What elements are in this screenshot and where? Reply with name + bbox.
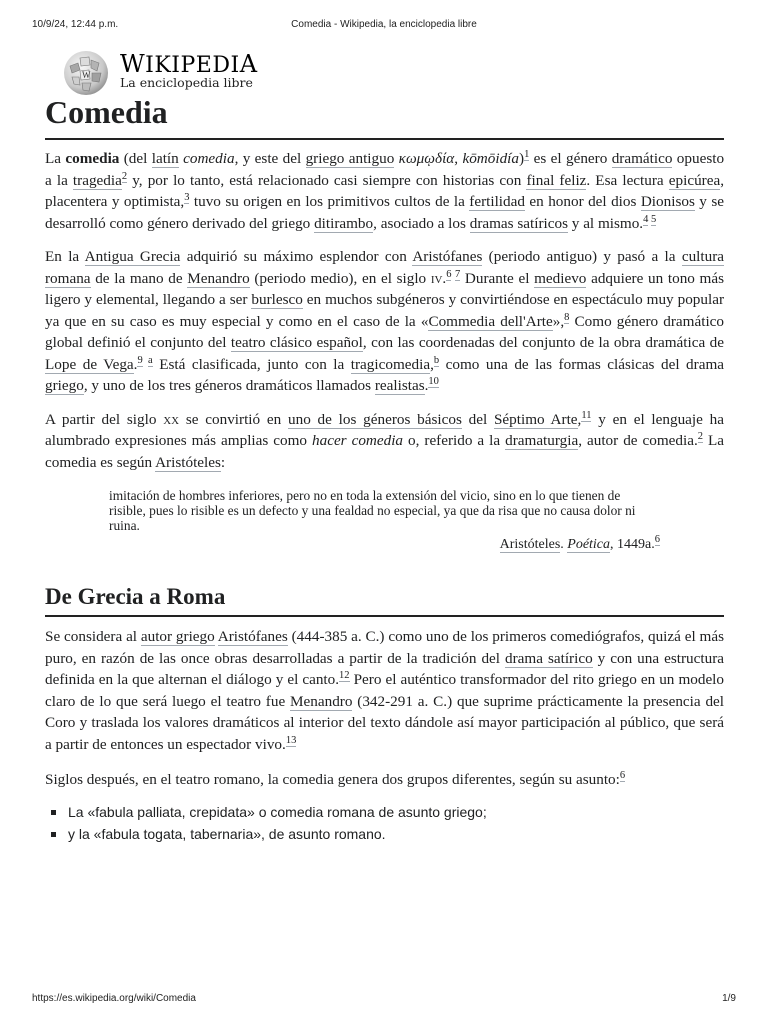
link-burlesco[interactable]: burlesco xyxy=(251,291,303,308)
print-page-number: 1/9 xyxy=(722,993,736,1004)
paragraph-roma: Siglos después, en el teatro romano, la comedia genera dos grupos diferentes, según su asunto:$^6$ xyxy=(45,770,626,788)
link-teatro-clasico[interactable]: teatro clásico español xyxy=(230,334,363,351)
ref-12[interactable]: 12 xyxy=(339,670,350,681)
link-latin[interactable]: latín xyxy=(151,150,179,167)
link-dramaturgia[interactable]: dramaturgia xyxy=(505,432,579,449)
ref-8[interactable]: 8 xyxy=(564,311,570,323)
ref-5[interactable]: 5 xyxy=(650,213,657,225)
fabula-list xyxy=(45,801,724,845)
ref-1[interactable]: 1 xyxy=(524,149,530,160)
link-aristofanes[interactable]: Aristófanes xyxy=(412,248,483,265)
print-footer xyxy=(32,993,736,1007)
ref-6[interactable]: 6 xyxy=(446,268,452,280)
link-griego-antiguo[interactable]: griego antiguo xyxy=(305,150,395,167)
link-commedia-dell-arte[interactable]: Commedia dell'Arte xyxy=(428,312,553,330)
link-griego[interactable]: griego xyxy=(45,377,84,394)
print-header xyxy=(32,19,736,33)
note-a[interactable]: a xyxy=(148,354,153,366)
link-antigua-grecia[interactable]: Antigua Grecia xyxy=(84,248,181,265)
svg-text:W: W xyxy=(82,70,91,80)
paragraph-modern: A partir del siglo xx se convirtió en uno de los géneros básicos del Séptimo Arte,$^{11}$ y en el lenguaje ha alumbrado expresiones más amplias como hacer comedia o, referido a la dramaturgia, autor de comedia.$^2$ La comedia es según Aristóteles: xyxy=(45,409,725,471)
print-date: 10/9/24, 12:44 p.m. xyxy=(32,19,119,30)
ref-6c[interactable]: 6 xyxy=(619,770,626,781)
link-medievo[interactable]: medievo xyxy=(534,269,587,287)
list-item: y la «fabula togata, tabernaria», de asunto romano. xyxy=(61,823,724,845)
link-aristofanes-2[interactable]: Aristófanes xyxy=(217,628,288,645)
ref-13[interactable]: 13 xyxy=(285,734,297,746)
ref-3[interactable]: 3 xyxy=(184,192,190,203)
link-realistas[interactable]: realistas xyxy=(374,377,425,394)
link-menandro-2[interactable]: Menandro xyxy=(290,692,353,710)
link-tragicomedia[interactable]: tragicomedia xyxy=(350,355,431,373)
bold-term: comedia xyxy=(65,150,120,167)
link-fertilidad[interactable]: fertilidad xyxy=(469,193,525,210)
link-dramas-satiricos[interactable]: dramas satíricos xyxy=(469,214,568,232)
ref-10[interactable]: 10 xyxy=(428,376,439,387)
link-drama-satirico[interactable]: drama satírico xyxy=(505,649,593,667)
ref-2[interactable]: 2 xyxy=(121,170,128,182)
link-ditirambo[interactable]: ditirambo xyxy=(314,214,374,232)
print-page-title: Comedia - Wikipedia, la enciclopedia libre xyxy=(291,19,477,30)
link-cite-aristoteles[interactable]: Aristóteles xyxy=(499,537,561,552)
quote-aristoteles xyxy=(109,488,660,552)
article-content xyxy=(45,90,724,845)
link-cultura-romana[interactable]: cultura romana xyxy=(45,248,724,287)
link-poetica[interactable]: Poética xyxy=(567,537,611,552)
wikipedia-wordmark: WIKIPEDIA xyxy=(120,50,258,78)
link-lope-de-vega[interactable]: Lope de Vega xyxy=(45,355,134,373)
quote-citation: Aristóteles. Poética, 1449a.$^6$ xyxy=(499,534,660,552)
section-heading-grecia-roma: De Grecia a Roma xyxy=(45,582,724,617)
ref-7[interactable]: 7 xyxy=(454,268,461,280)
paragraph-history: En la Antigua Grecia adquirió su máximo esplendor con Aristófanes (periodo antiguo) y pasó a la cultura romana de la mano de Menandro (periodo medio), en el siglo iv.$^{6 7}$ Durante el medievo adquiere un tono más ligero y elemental, llegando a ser burlesco en muchos subgéneros y convirtiéndose en espectáculo muy popular ya que en su caso es muy especial y como en el caso de la «Commedia dell'Arte»,$^8$ Como género dramático global definió el conjunto del teatro clásico español, con las coordenadas del conjunto de la obra dramática de Lope de Vega.$^{9 a}$ Está clasificada, junto con la tragicomedia,$^b$ como una de las formas clásicas del drama griego, y uno de los tres géneros dramáticos llamados realistas.$^{10}$ xyxy=(45,248,725,394)
print-url: https://es.wikipedia.org/wiki/Comedia xyxy=(32,993,196,1004)
paragraph-intro: La comedia (del latín comedia, y este del griego antiguo κωμῳδία, kōmōidía)$^1$ es el género dramático opuesto a la tragedia$^2$ y, por lo tanto, está relacionado casi siempre con historias con final feliz. Esa lectura epicúrea, placentera y optimista,$^3$ tuvo su origen en los primitivos cultos de la fertilidad en honor del dios Dionisos y se desarrolló como género derivado del griego ditirambo, asociado a los dramas satíricos y al mismo.$^{4 5}$ xyxy=(45,149,725,232)
link-generos-basicos[interactable]: uno de los géneros básicos xyxy=(288,410,462,428)
link-tragedia[interactable]: tragedia xyxy=(72,171,122,189)
ref-6b[interactable]: 6 xyxy=(654,534,660,545)
quote-text: imitación de hombres inferiores, pero no en toda la extensión del vicio, sino en lo que tienen de risible, pues lo risible es un defecto y una fealdad no especial, ya que da risa que no causa dolor ni ruina. xyxy=(109,488,636,533)
ref-11[interactable]: 11 xyxy=(581,409,592,421)
link-septimo-arte[interactable]: Séptimo Arte xyxy=(493,410,578,428)
paragraph-grecia: Se considera al autor griego Aristófanes (444-385 a. C.) como uno de los primeros comediógrafos, quizá el más puro, en razón de las once obras desarrolladas a partir de la tradición del drama satírico y con una estructura definida en la que alternan el diálogo y el canto.$^{12}$ Pero el auténtico transformador del rito griego en un modelo claro de lo que será luego el teatro fue Menandro (342-291 a. C.) que suprime prácticamente la presencia del Coro y traslada los valores dramáticos al interior del texto dándole así mayor participación al público, que será a partir de entonces un espectador vivo.$^{13}$ xyxy=(45,628,725,753)
ref-2b[interactable]: 2 xyxy=(697,431,703,442)
link-dramatico[interactable]: dramático xyxy=(611,150,673,167)
note-b[interactable]: b xyxy=(433,354,440,366)
link-aristoteles[interactable]: Aristóteles xyxy=(155,453,221,471)
ref-9[interactable]: 9 xyxy=(137,354,143,366)
link-autor-griego[interactable]: autor griego xyxy=(140,628,215,645)
wikipedia-logo[interactable] xyxy=(60,44,260,94)
wikipedia-tagline: La enciclopedia libre xyxy=(120,75,253,90)
ref-4[interactable]: 4 xyxy=(643,213,649,225)
link-epicurea[interactable]: epicúrea xyxy=(668,171,721,189)
list-item: La «fabula palliata, crepidata» o comedia romana de asunto griego; xyxy=(61,801,724,823)
link-menandro[interactable]: Menandro xyxy=(187,269,250,287)
link-dionisos[interactable]: Dionisos xyxy=(640,193,695,210)
link-final-feliz[interactable]: final feliz xyxy=(526,171,587,189)
page-title: Comedia xyxy=(45,90,724,140)
